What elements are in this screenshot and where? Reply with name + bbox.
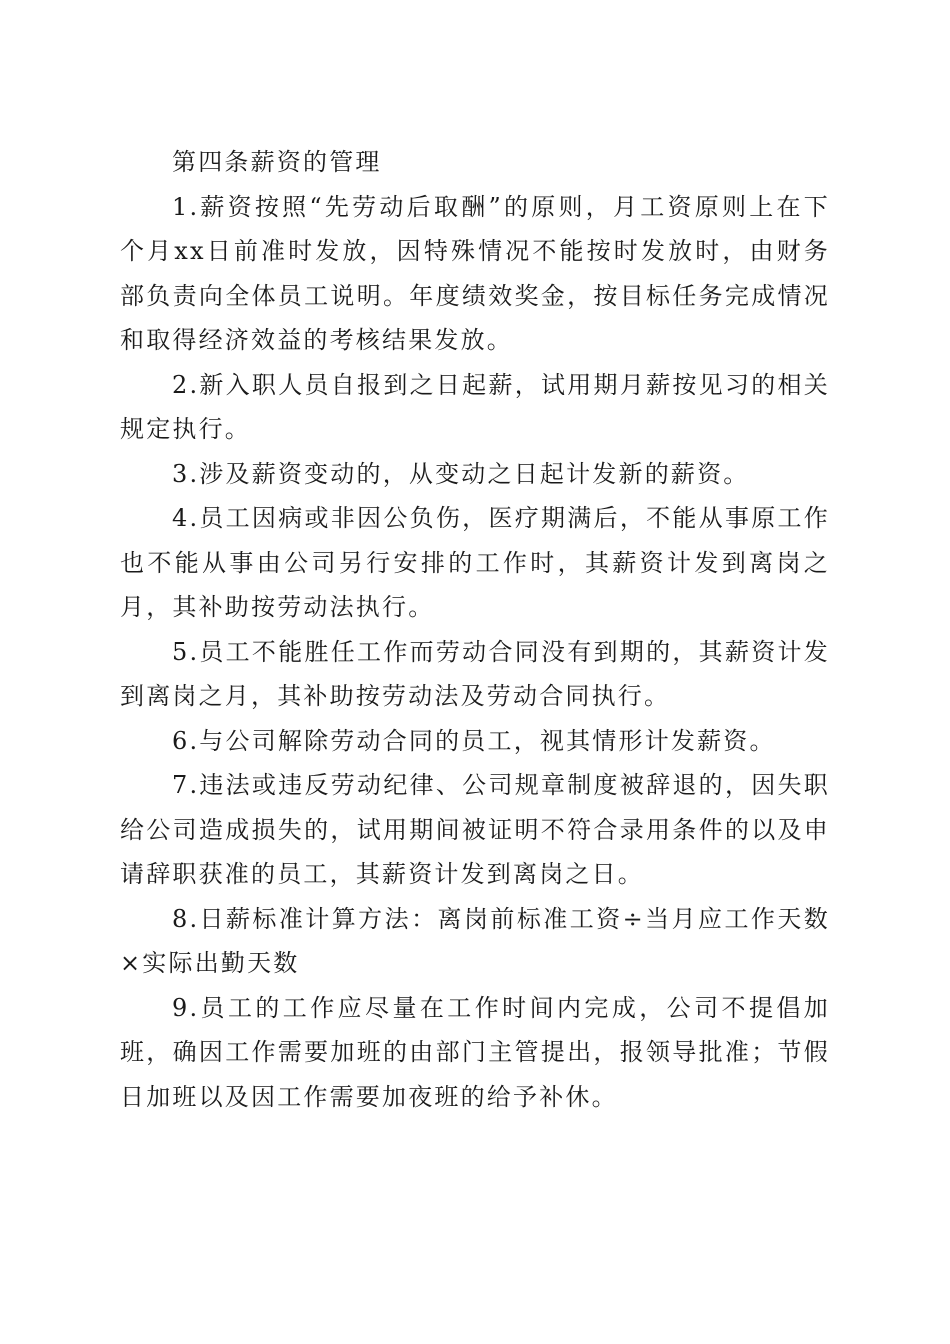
paragraph-6: 6.与公司解除劳动合同的员工，视其情形计发薪资。 (172, 726, 776, 755)
paragraph-2: 2.新入职人员自报到之日起薪，试用期月薪按见习的相关规定执行。 (120, 370, 830, 443)
paragraph-8: 8.日薪标准计算方法：离岗前标准工资÷当月应工作天数×实际出勤天数 (120, 904, 830, 977)
paragraph-7: 7.违法或违反劳动纪律、公司规章制度被辞退的，因失职给公司造成损失的，试用期间被证明不符合录用条件的以及申请辞职获准的员工，其薪资计发到离岗之日。 (120, 771, 830, 888)
paragraph-1: 1.薪资按照“先劳动后取酬”的原则，月工资原则上在下个月xx日前准时发放，因特殊情况不能按时发放时，由财务部负责向全体员工说明。年度绩效奖金，按目标任务完成情况和取得经济效益的考核结果发放。 (120, 192, 830, 354)
paragraph-4: 4.员工因病或非因公负伤，医疗期满后，不能从事原工作也不能从事由公司另行安排的工作时，其薪资计发到离岗之月，其补助按劳动法执行。 (120, 504, 830, 621)
paragraph-9: 9.员工的工作应尽量在工作时间内完成，公司不提倡加班，确因工作需要加班的由部门主管提出，报领导批准；节假日加班以及因工作需要加夜班的给予补休。 (120, 993, 830, 1111)
paragraph-3: 3.涉及薪资变动的，从变动之日起计发新的薪资。 (172, 459, 750, 488)
section-heading: 第四条薪资的管理 (172, 148, 382, 176)
paragraph-5: 5.员工不能胜任工作而劳动合同没有到期的，其薪资计发到离岗之月，其补助按劳动法及劳动合同执行。 (120, 637, 830, 710)
document-body (120, 140, 830, 1119)
